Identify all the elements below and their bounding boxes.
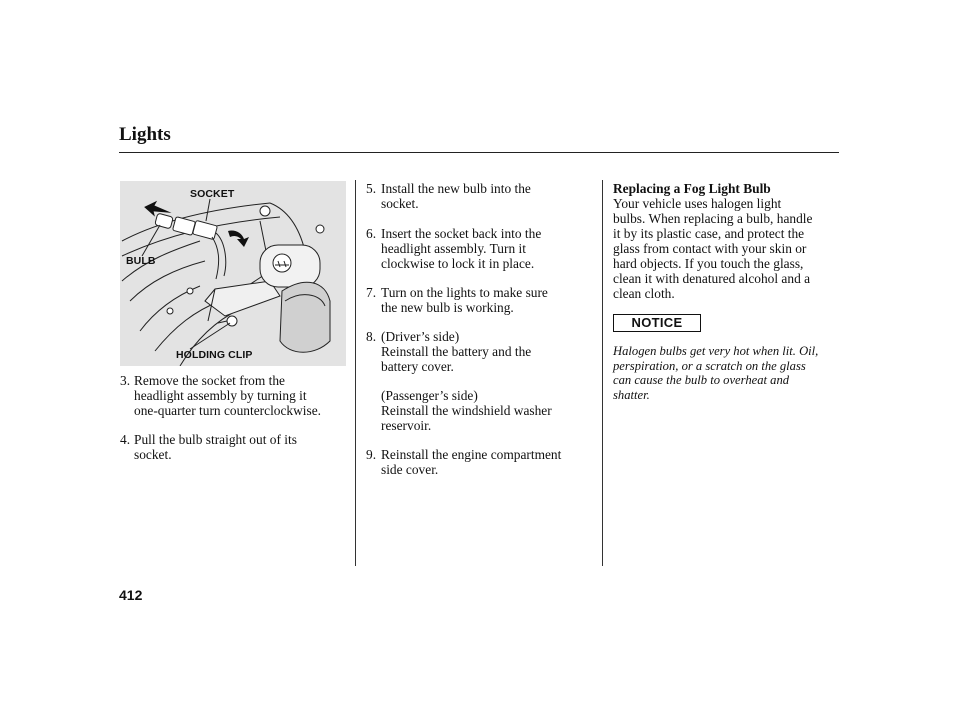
step-line: clockwise to lock it in place. [381, 256, 535, 271]
notice-line: shatter. [613, 388, 650, 403]
notice-badge: NOTICE [613, 314, 701, 332]
section-heading: Replacing a Fog Light Bulb [613, 181, 771, 196]
step-line: (Driver’s side) [381, 329, 460, 344]
paragraph-line: clean it with denatured alcohol and a [613, 271, 811, 286]
paragraph-line: clean cloth. [613, 286, 675, 301]
step-number: 5. [366, 181, 377, 196]
step-line: Insert the socket back into the [381, 226, 542, 241]
title-divider [119, 152, 839, 153]
step-line: (Passenger’s side) [381, 388, 478, 403]
step-line: battery cover. [381, 359, 454, 374]
step-line: headlight assembly. Turn it [381, 241, 526, 256]
step-number: 6. [366, 226, 377, 241]
step-line: the new bulb is working. [381, 300, 514, 315]
step-line: headlight assembly by turning it [134, 388, 307, 403]
step-line: socket. [381, 196, 419, 211]
step-line: one-quarter turn counterclockwise. [134, 403, 322, 418]
notice-line: perspiration, or a scratch on the glass [613, 358, 806, 373]
paragraph-line: it by its plastic case, and protect the [613, 226, 805, 241]
page-title: Lights [119, 124, 171, 145]
step-number: 3. [120, 373, 131, 388]
step-line: side cover. [381, 462, 439, 477]
step-line: socket. [134, 447, 172, 462]
bulb-label: BULB [126, 255, 156, 267]
step-line: Install the new bulb into the [381, 181, 531, 196]
notice-line: Halogen bulbs get very hot when lit. Oil, [613, 344, 819, 358]
step-line: Reinstall the battery and the [381, 344, 532, 359]
holding-clip-label: HOLDING CLIP [176, 349, 253, 361]
paragraph-line: bulbs. When replacing a bulb, handle [613, 211, 813, 226]
step-line: Reinstall the engine compartment [381, 447, 562, 462]
page-number: 412 [119, 587, 143, 603]
notice-text [613, 344, 848, 403]
step-line: Remove the socket from the [134, 373, 285, 388]
fog-light-diagram [120, 181, 346, 366]
paragraph-line: glass from contact with your skin or [613, 241, 807, 256]
step-line: reservoir. [381, 418, 432, 433]
paragraph-line: Your vehicle uses halogen light [613, 196, 782, 211]
notice-line: can cause the bulb to overheat and [613, 373, 790, 388]
step-number: 9. [366, 447, 377, 462]
socket-label: SOCKET [190, 188, 235, 200]
step-line: Turn on the lights to make sure [381, 285, 548, 300]
step-number: 8. [366, 329, 377, 344]
paragraph-line: hard objects. If you touch the glass, [613, 256, 804, 271]
step-number: 4. [120, 432, 131, 447]
step-line: Pull the bulb straight out of its [134, 432, 297, 447]
fog-light-illustration [120, 181, 346, 366]
step-number: 7. [366, 285, 377, 300]
step-line: Reinstall the windshield washer [381, 403, 552, 418]
fog-light-section [613, 181, 845, 301]
